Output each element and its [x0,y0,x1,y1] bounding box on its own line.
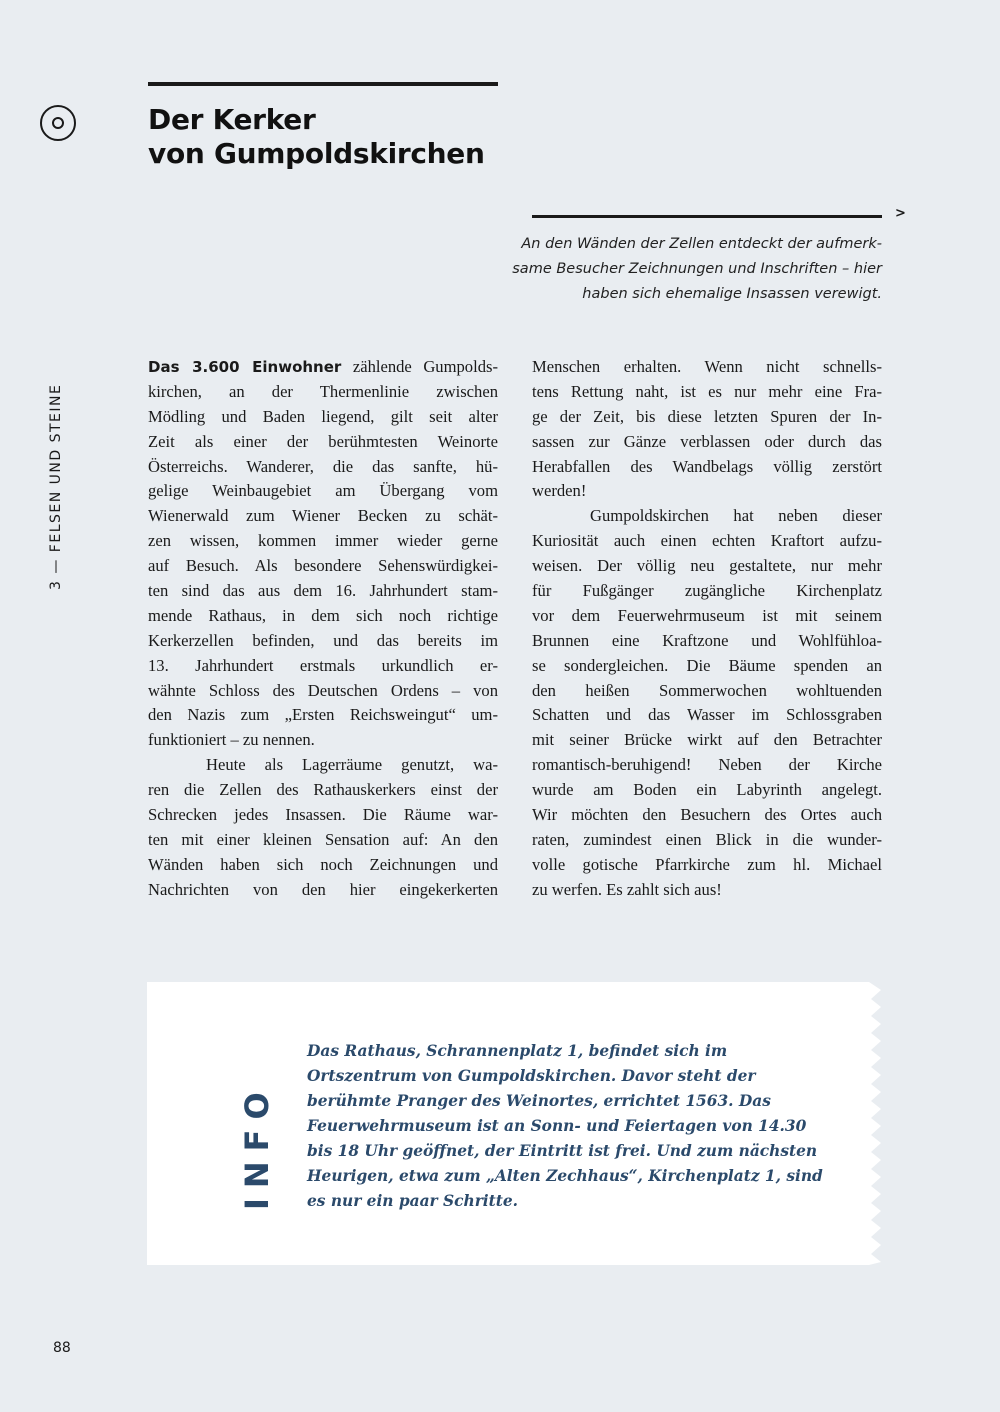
body-line: romantisch-beruhigend! Neben der Kirche [532,755,882,775]
body-line: 13. Jahrhundert erstmals urkundlich er- [148,655,498,675]
body-line: den Nazis zum „Ersten Reichsweingut“ um- [148,705,498,725]
info-line: Feuerwehrmuseum ist an Sonn- und Feiertagen von 14.30 [307,1117,807,1135]
lede-line: same Besucher Zeichnungen und Inschriften – hier [512,261,882,277]
body-line: tens Rettung naht, ist es nur mehr eine Fra- [532,381,882,401]
body-line: Wienerwald zum Wiener Becken zu schät- [148,506,498,526]
body-line: gelige Weinbaugebiet am Übergang vom [148,481,498,501]
body-line: raten, zumindest einen Blick in die wunder- [532,829,882,849]
chapter-label: 3 — FELSEN UND STEINE [48,383,64,590]
body-line: ten sind das aus dem 16. Jahrhundert stam- [148,581,498,601]
body-line: Schatten und das Wasser im Schlossgraben [532,705,882,725]
body-line: Schrecken jedes Insassen. Die Räume war- [148,805,498,825]
title-line-1: Der Kerker [148,103,316,136]
body-line: Mödling und Baden liegend, gilt seit alter [148,406,498,426]
body-line: zen wissen, kommen immer wieder gerne [148,531,498,551]
body-line: zu werfen. Es zahlt sich aus! [532,879,722,899]
body-line: kirchen, an der Thermenlinie zwischen [148,381,498,401]
info-line: es nur ein paar Schritte. [307,1192,519,1210]
body-line: weisen. Der völlig neu gestaltete, nur mehr [532,556,882,576]
body-column-right [532,355,882,903]
info-line: Ortszentrum von Gumpoldskirchen. Davor steht der [307,1067,756,1085]
body-line: Zeit als einer der berühmtesten Weinorte [148,431,498,451]
body-line: Gumpoldskirchen hat neben dieser [590,506,882,526]
body-line: Herabfallen des Wandbelags völlig zerstört [532,456,882,476]
info-label: INFO [238,1082,276,1210]
info-line: bis 18 Uhr geöffnet, der Eintritt ist frei. Und zum nächsten [307,1142,818,1160]
body-line: Heute als Lagerräume genutzt, wa- [206,755,498,775]
body-line: ge der Zeit, bis diese letzten Spuren der In- [532,406,882,426]
body-line: werden! [532,481,587,501]
body-line: Nachrichten von den hier eingekerkerten [148,879,498,899]
circle-target-icon [40,105,76,141]
page-number: 88 [53,1340,71,1356]
body-line: Kuriosität auch einen echten Kraftort aufzu- [532,531,882,551]
body-line: Kerkerzellen befinden, und das bereits im [148,630,498,650]
body-line: den heißen Sommerwochen wohltuenden [532,680,882,700]
lede-rule [532,215,882,218]
body-line: Brunnen eine Kraftzone und Wohlfühloa- [532,630,882,650]
body-column-left [148,355,498,903]
info-text [307,1039,827,1214]
body-line: Das 3.600 Einwohner zählende Gumpolds- [148,357,498,376]
body-line: ten mit einer kleinen Sensation auf: An den [148,829,498,849]
body-line: funktioniert – zu nennen. [148,730,315,750]
body-line: auf Besuch. Als besondere Sehenswürdigkei- [148,556,498,576]
arrow-right-icon: > [895,206,906,221]
body-line: volle gotische Pfarrkirche zum hl. Michael [532,854,882,874]
info-line: berühmte Pranger des Weinortes, errichtet 1563. Das [307,1092,771,1110]
body-line: wähnte Schloss des Deutschen Ordens – von [148,680,498,700]
body-line: ren die Zellen des Rathauskerkers einst der [148,780,498,800]
page-title [148,103,548,171]
info-line: Das Rathaus, Schrannenplatz 1, befindet sich im [307,1042,728,1060]
body-line: vor dem Feuerwehrmuseum ist mit seinem [532,605,882,625]
body-line: se sondergleichen. Die Bäume spenden an [532,655,882,675]
title-line-2: von Gumpoldskirchen [148,137,485,170]
body-line: mit seiner Brücke wirkt auf den Betrachter [532,730,882,750]
lede-text [440,232,882,307]
title-rule [148,82,498,86]
lede-line: haben sich ehemalige Insassen verewigt. [582,286,882,302]
lead-bold-text: Das 3.600 Einwohner [148,358,342,376]
body-line: Menschen erhalten. Wenn nicht schnells- [532,357,882,376]
info-line: Heurigen, etwa zum „Alten Zechhaus“, Kirchenplatz 1, sind [307,1167,823,1185]
body-line: sassen zur Gänze verblassen oder durch das [532,431,882,451]
body-line: Wir möchten den Besuchern des Ortes auch [532,805,882,825]
body-line: mende Rathaus, in dem sich noch richtige [148,605,498,625]
body-line: wurde am Boden ein Labyrinth angelegt. [532,780,882,800]
lede-line: An den Wänden der Zellen entdeckt der aufmerk- [521,236,882,252]
body-line: für Fußgänger zugängliche Kirchenplatz [532,581,882,601]
body-line: Österreichs. Wanderer, die das sanfte, hü- [148,456,498,476]
body-line: Wänden haben sich noch Zeichnungen und [148,854,498,874]
